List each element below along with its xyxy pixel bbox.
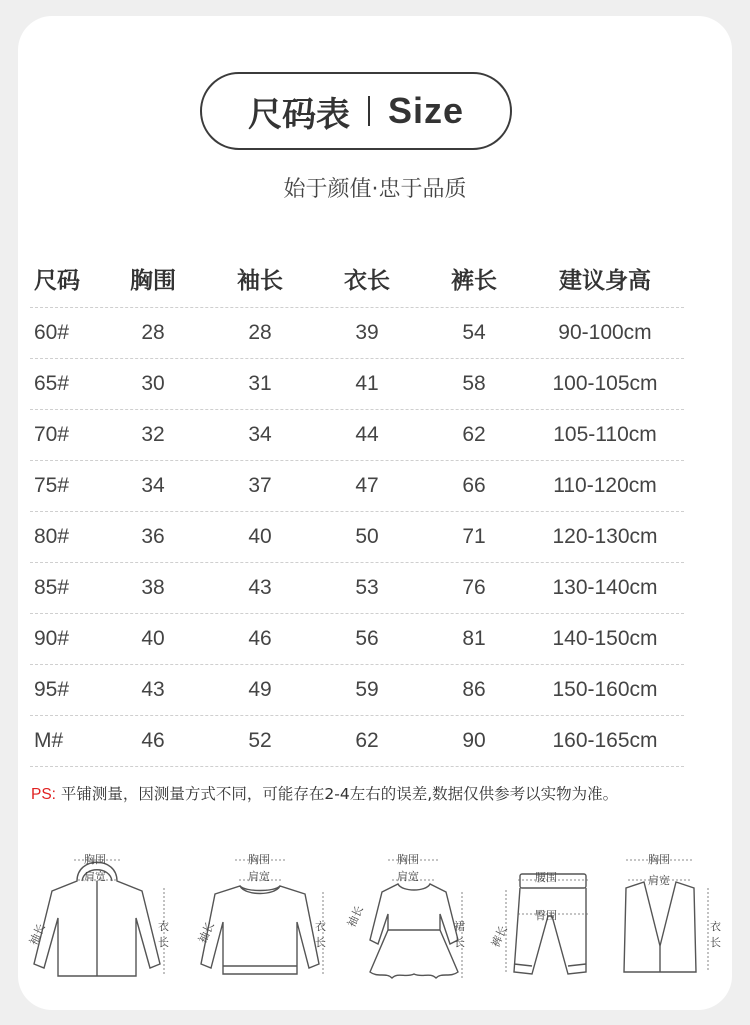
table-row bbox=[30, 512, 684, 563]
cell-length: 50 bbox=[355, 525, 379, 548]
cell-length: 41 bbox=[355, 372, 379, 395]
dress-diagram bbox=[344, 836, 480, 986]
dress-length-label-1: 裙 bbox=[454, 920, 465, 933]
table-body bbox=[30, 308, 684, 767]
header-length: 衣长 bbox=[344, 268, 390, 294]
sweater-sleeve-label: 袖长 bbox=[195, 919, 218, 946]
header-chest: 胸围 bbox=[130, 268, 176, 294]
table-header-row bbox=[30, 250, 684, 308]
cell-height: 100-105cm bbox=[552, 372, 658, 395]
table-row bbox=[30, 563, 684, 614]
pants-length-label: 裤长 bbox=[488, 923, 511, 950]
cell-length: 59 bbox=[355, 678, 379, 701]
cell-chest: 43 bbox=[141, 678, 165, 701]
cell-pants-length: 90 bbox=[462, 729, 486, 752]
jacket-length-label-1: 衣 bbox=[158, 920, 169, 933]
cell-length: 44 bbox=[355, 423, 379, 446]
table-row bbox=[30, 665, 684, 716]
title-en: Size bbox=[387, 90, 465, 131]
vest-icon bbox=[596, 836, 726, 986]
jacket-shoulder-label: 肩宽 bbox=[84, 870, 106, 883]
cell-height: 150-160cm bbox=[552, 678, 658, 701]
cell-length: 47 bbox=[355, 474, 379, 497]
table-row bbox=[30, 716, 684, 767]
vest-length-label-2: 长 bbox=[710, 936, 721, 949]
cell-pants-length: 86 bbox=[462, 678, 486, 701]
cell-sleeve: 52 bbox=[248, 729, 272, 752]
cell-pants-length: 54 bbox=[462, 321, 486, 344]
cell-pants-length: 62 bbox=[462, 423, 486, 446]
cell-size: 90# bbox=[34, 627, 70, 650]
cell-chest: 40 bbox=[141, 627, 165, 650]
cell-chest: 46 bbox=[141, 729, 165, 752]
dress-length-label-2: 长 bbox=[454, 936, 465, 949]
cell-size: 75# bbox=[34, 474, 70, 497]
cell-sleeve: 28 bbox=[248, 321, 272, 344]
cell-length: 62 bbox=[355, 729, 379, 752]
jacket-sleeve-label: 袖长 bbox=[26, 921, 49, 948]
header-sleeve: 袖长 bbox=[237, 268, 283, 294]
dress-sleeve-label: 袖长 bbox=[344, 903, 367, 930]
dress-shoulder-label: 肩宽 bbox=[397, 870, 419, 883]
vest-diagram bbox=[596, 836, 726, 986]
cell-size: 65# bbox=[34, 372, 70, 395]
cell-sleeve: 34 bbox=[248, 423, 272, 446]
cell-chest: 38 bbox=[141, 576, 165, 599]
measurement-note bbox=[31, 782, 618, 804]
header-pants-length: 裤长 bbox=[451, 268, 497, 294]
sweater-icon bbox=[195, 836, 325, 986]
cell-pants-length: 66 bbox=[462, 474, 486, 497]
cell-length: 39 bbox=[355, 321, 379, 344]
sweater-length-label-1: 衣 bbox=[315, 920, 326, 933]
cell-chest: 30 bbox=[141, 372, 165, 395]
cell-chest: 28 bbox=[141, 321, 165, 344]
cell-sleeve: 40 bbox=[248, 525, 272, 548]
sweater-diagram bbox=[195, 836, 325, 986]
cell-chest: 34 bbox=[141, 474, 165, 497]
table-row bbox=[30, 614, 684, 665]
cell-chest: 36 bbox=[141, 525, 165, 548]
cell-height: 140-150cm bbox=[552, 627, 658, 650]
cell-size: 70# bbox=[34, 423, 70, 446]
cell-sleeve: 46 bbox=[248, 627, 272, 650]
cell-sleeve: 49 bbox=[248, 678, 272, 701]
cell-height: 160-165cm bbox=[552, 729, 658, 752]
title-separator bbox=[368, 96, 370, 126]
cell-height: 120-130cm bbox=[552, 525, 658, 548]
hooded-jacket-icon bbox=[26, 836, 169, 986]
title-cn: 尺码表 bbox=[247, 94, 350, 135]
cell-size: 60# bbox=[34, 321, 70, 344]
vest-shoulder-label: 肩宽 bbox=[648, 874, 670, 887]
cell-pants-length: 71 bbox=[462, 525, 486, 548]
cell-pants-length: 58 bbox=[462, 372, 486, 395]
title-pill bbox=[200, 72, 512, 150]
table-row bbox=[30, 461, 684, 512]
cell-sleeve: 37 bbox=[248, 474, 272, 497]
cell-pants-length: 76 bbox=[462, 576, 486, 599]
cell-size: M# bbox=[34, 729, 64, 752]
subtitle: 始于颜值·忠于品质 bbox=[283, 177, 467, 202]
header-height: 建议身高 bbox=[559, 268, 651, 294]
cell-height: 130-140cm bbox=[552, 576, 658, 599]
cell-pants-length: 81 bbox=[462, 627, 486, 650]
cell-height: 90-100cm bbox=[558, 321, 652, 344]
cell-length: 56 bbox=[355, 627, 379, 650]
cell-sleeve: 43 bbox=[248, 576, 272, 599]
table-row bbox=[30, 308, 684, 359]
vest-length-label-1: 衣 bbox=[710, 920, 721, 933]
sweater-length-label-2: 长 bbox=[315, 936, 326, 949]
cell-size: 95# bbox=[34, 678, 70, 701]
cell-length: 53 bbox=[355, 576, 379, 599]
hooded-jacket-diagram bbox=[26, 836, 169, 986]
header-size: 尺码 bbox=[34, 268, 80, 294]
cell-height: 110-120cm bbox=[553, 474, 657, 497]
cell-chest: 32 bbox=[141, 423, 165, 446]
jacket-length-label-2: 长 bbox=[158, 936, 169, 949]
table-row bbox=[30, 359, 684, 410]
dress-chest-label: 胸围 bbox=[397, 853, 419, 866]
sweater-shoulder-label: 肩宽 bbox=[248, 870, 270, 883]
pants-hip-label: 臀围 bbox=[535, 909, 557, 922]
note-text: 平铺测量，因测量方式不同，可能存在2-4左右的误差,数据仅供参考以实物为准。 bbox=[55, 785, 619, 803]
cell-size: 85# bbox=[34, 576, 70, 599]
table-row bbox=[30, 410, 684, 461]
cell-height: 105-110cm bbox=[553, 423, 657, 446]
cell-sleeve: 31 bbox=[248, 372, 272, 395]
size-table bbox=[30, 250, 684, 767]
jacket-chest-label: 胸围 bbox=[84, 853, 106, 866]
sweater-chest-label: 胸围 bbox=[248, 853, 270, 866]
dress-icon bbox=[344, 836, 480, 986]
pants-waist-label: 腰围 bbox=[535, 871, 557, 884]
vest-chest-label: 胸围 bbox=[648, 853, 670, 866]
note-prefix: PS: bbox=[31, 786, 56, 803]
cell-size: 80# bbox=[34, 525, 70, 548]
